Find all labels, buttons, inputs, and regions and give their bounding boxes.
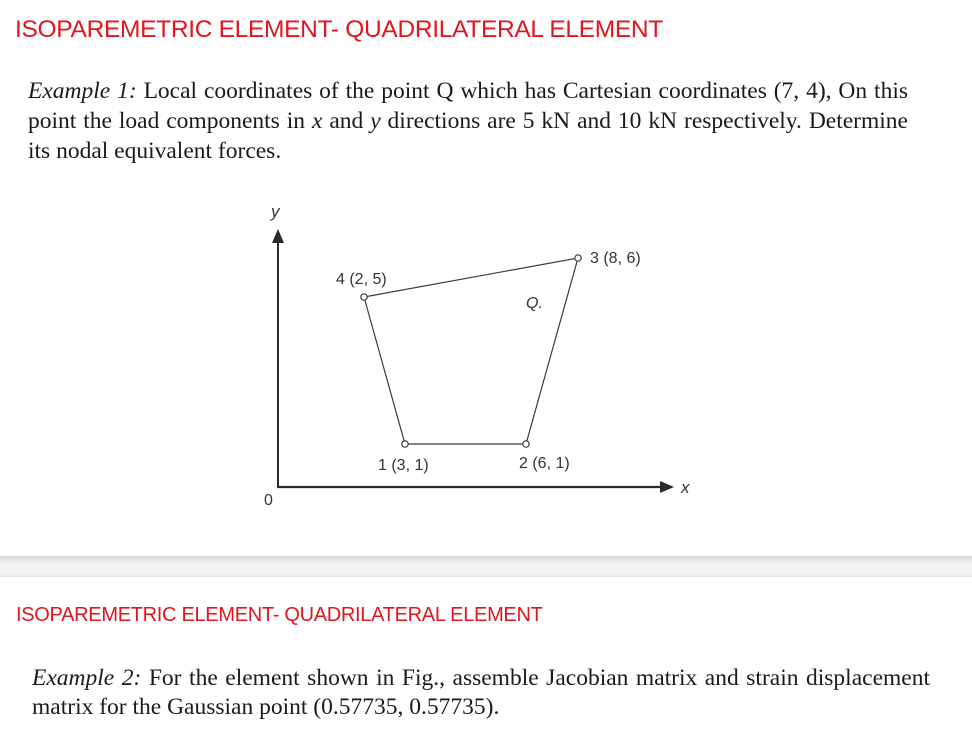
- y-axis-label: y: [271, 202, 280, 221]
- x-axis-arrow-icon: [660, 481, 674, 493]
- y-axis-arrow-icon: [272, 229, 284, 243]
- example-2-body: For the element shown in Fig., assemble Jacobian matrix and strain displacement matrix for the Gaussian point (0.57735, 0.57735).: [32, 665, 930, 720]
- var-y: y: [370, 108, 381, 134]
- example-1-body-part2: and: [322, 108, 371, 134]
- node-1-marker: [402, 441, 408, 447]
- slide-2-title: ISOPAREMETRIC ELEMENT- QUADRILATERAL ELEMENT: [16, 604, 543, 626]
- slide-1-title: ISOPAREMETRIC ELEMENT- QUADRILATERAL ELEMENT: [15, 16, 663, 43]
- node-4-marker: [361, 294, 367, 300]
- node-4-label: 4 (2, 5): [336, 271, 387, 288]
- slide-divider: [0, 556, 972, 577]
- x-axis-label: x: [681, 478, 690, 497]
- node-2-label: 2 (6, 1): [519, 455, 570, 472]
- var-x: x: [311, 108, 323, 134]
- node-3-marker: [575, 255, 581, 261]
- point-q-label: Q.: [526, 295, 543, 312]
- node-2-marker: [523, 441, 529, 447]
- example-1-body-part1: Local coordinates of the point Q which has Cartesian coordinates (7, 4), On this point the load components in: [28, 78, 908, 134]
- node-1-label: 1 (3, 1): [378, 457, 429, 474]
- quadrilateral-outline: [364, 258, 578, 444]
- example-1-label: Example 1:: [28, 78, 137, 104]
- example-2-text: [32, 664, 930, 722]
- node-3-label: 3 (8, 6): [590, 250, 641, 267]
- example-1-body-part3: directions are 5 kN and 10 kN respectively. Determine its nodal equivalent forces.: [28, 108, 908, 164]
- example-2-label: Example 2:: [32, 665, 142, 691]
- origin-label: 0: [264, 492, 273, 509]
